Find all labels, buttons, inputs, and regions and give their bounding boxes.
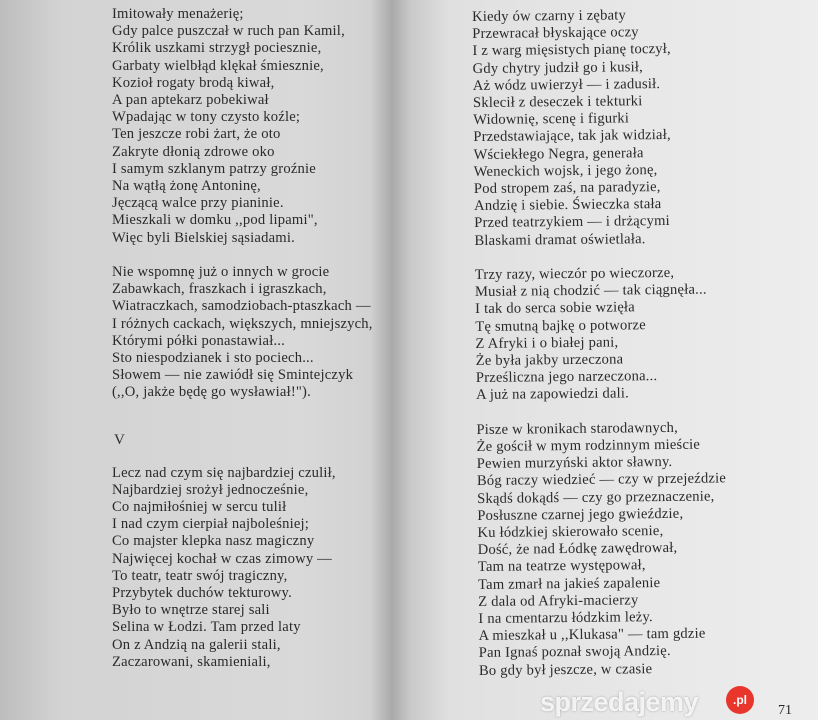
verse-line: Garbaty wielbłąd klękał śmiesznie,	[112, 57, 324, 74]
stanza	[112, 264, 373, 402]
verse-line: Królik uszkami strzygł pociesznie,	[112, 40, 322, 57]
verse-line: On z Andzią na galerii stali,	[112, 636, 281, 653]
verse-line: Selina w Łodzi. Tam przed laty	[112, 619, 301, 636]
verse-line: Na wątłą żonę Antoninę,	[112, 178, 261, 195]
verse-line: Bo gdy był jeszcze, w czasie	[478, 660, 653, 679]
verse-line: Trzy razy, wieczór po wieczorze,	[474, 264, 675, 284]
verse-line: Blaskami dramat oświetlała.	[474, 230, 646, 249]
verse-line: Sto niespodzianek i sto pociech...	[112, 350, 314, 367]
verse-line: Gdy palce puszczał w ruch pan Kamil,	[112, 23, 345, 40]
verse-line: Widownię, scenę i figurki	[473, 110, 630, 129]
verse-line: Było to wnętrze starej sali	[112, 602, 270, 619]
stanza	[472, 6, 724, 249]
verse-line: Wściekłego Negra, generała	[473, 144, 644, 163]
stanza	[476, 419, 728, 680]
verse-line: Zabawkach, fraszkach i igraszkach,	[112, 281, 327, 298]
verse-line: Więc byli Bielskiej sąsiadami.	[112, 229, 295, 246]
verse-line: Aż wódz uwierzył — i zadusił.	[472, 75, 661, 94]
verse-line: I różnych cackach, większych, mniejszych,	[112, 315, 373, 332]
verse-line: Bóg raczy wiedzieć — czy w przejeździe	[476, 470, 727, 490]
verse-line: Co najmiłośniej w sercu tulił	[112, 499, 287, 516]
right-poem-column	[472, 6, 728, 697]
verse-line: Zaczarowani, skamieniali,	[112, 653, 271, 670]
stanza	[112, 6, 373, 247]
stanza	[475, 264, 726, 404]
left-poem-column	[112, 6, 373, 688]
verse-line: Wpadając w tony czysto koźle;	[112, 109, 301, 126]
verse-line: Tam na teatrze występował,	[477, 557, 646, 576]
verse-line: I nad czym cierpiał najboleśniej;	[112, 516, 310, 533]
verse-line: Mieszkali w domku ,,pod lipami",	[112, 212, 318, 229]
verse-line: Z dala od Afryki-macierzy	[478, 592, 639, 610]
verse-line: Z Afryki i o białej pani,	[475, 334, 619, 352]
verse-line: Ten jeszcze robi żart, że oto	[112, 126, 281, 143]
verse-line: Słowem — nie zawiódł się Smintejczyk	[112, 367, 354, 384]
verse-line: Że była jakby urzeczona	[475, 351, 624, 370]
verse-line: Imitowały menażerię;	[112, 6, 244, 22]
verse-line: Przybytek duchów tekturowy.	[112, 585, 292, 602]
verse-line: Skądś dokądś — czy go przeznaczenie,	[477, 488, 715, 507]
verse-line: Gdy chytry judził go i kusił,	[472, 58, 644, 77]
verse-line: Przewracał błyskające oczy	[472, 24, 639, 43]
verse-line: A już na zapowiedzi dali.	[475, 385, 630, 404]
verse-line: Pewien murzyński aktor sławny.	[476, 454, 673, 473]
verse-line: Kiedy ów czarny i zębaty	[472, 7, 627, 25]
verse-line: Tę smutną bajkę o potworze	[475, 316, 646, 335]
verse-line: I tak do serca sobie wzięła	[475, 299, 636, 318]
verse-line: Kozioł rogaty brodą kiwał,	[112, 74, 275, 91]
watermark-badge: .pl	[726, 686, 754, 714]
right-page	[390, 0, 818, 720]
verse-line: Którymi półki ponastawiał...	[112, 332, 286, 349]
verse-line: Przedstawiające, tak jak widział,	[473, 127, 671, 146]
verse-line: Najwięcej kochał w czas zimowy —	[112, 550, 332, 567]
verse-line: I na cmentarzu łódzkim leży.	[478, 609, 653, 628]
verse-line: Jęczącą walce przy pianinie.	[112, 195, 284, 212]
verse-line: Andzię i siebie. Świeczka stała	[473, 196, 662, 215]
verse-line: Nie wspomnę już o innych w grocie	[112, 264, 330, 281]
verse-line: Pod stropem zaś, na paradyzie,	[473, 179, 661, 198]
verse-line: Wiatraczkach, samodziobach-ptaszkach —	[112, 298, 371, 315]
verse-line: Lecz nad czym się najbardziej czulił,	[112, 464, 336, 481]
verse-line: I z warg mięsistych pianę toczył,	[472, 41, 671, 60]
verse-line: Weneckich wojsk, i jego żonę,	[473, 161, 658, 180]
verse-line: Prześliczna jego narzeczona...	[475, 368, 658, 387]
verse-line: Najbardziej srożył jednocześnie,	[112, 481, 309, 498]
verse-line: Sklecił z deseczek i tekturki	[472, 93, 643, 112]
page-number: 71	[778, 703, 792, 718]
verse-line: Co majster klepka nasz magiczny	[112, 533, 315, 550]
watermark-logo: sprzedajemy	[540, 687, 699, 717]
verse-line: Dość, że nad Łódkę zawędrował,	[477, 540, 678, 559]
verse-line: Posłuszne czarnej jego gwieździe,	[477, 505, 684, 524]
verse-line: (,,O, jakże będę go wysławiał!").	[112, 384, 311, 401]
verse-line: Pan Ignaś poznał swoją Andzię.	[478, 643, 671, 662]
verse-line: Przed teatrzykiem — i drżącymi	[474, 213, 670, 232]
verse-line: Musiał z nią chodzić — tak ciągnęła...	[474, 281, 707, 301]
verse-line: To teatr, teatr swój tragiczny,	[112, 567, 288, 584]
verse-line: I samym szklanym patrzy groźnie	[112, 160, 316, 177]
left-page	[0, 0, 390, 720]
verse-line: Pisze w kronikach starodawnych,	[476, 419, 679, 438]
verse-line: A mieszkał u ,,Klukasa" — tam gdzie	[478, 625, 706, 645]
verse-line: A pan aptekarz pobekiwał	[112, 92, 269, 109]
verse-line: Że gościł w mym rodzinnym mieście	[476, 436, 701, 456]
stanza	[112, 465, 373, 671]
verse-line: Ku łódzkiej skierowało scenie,	[477, 523, 664, 542]
section-heading: V	[114, 431, 126, 448]
verse-line: Tam zmarł na jakieś zapalenie	[477, 574, 661, 593]
verse-line: Zakryte dłonią zdrowe oko	[112, 143, 275, 160]
